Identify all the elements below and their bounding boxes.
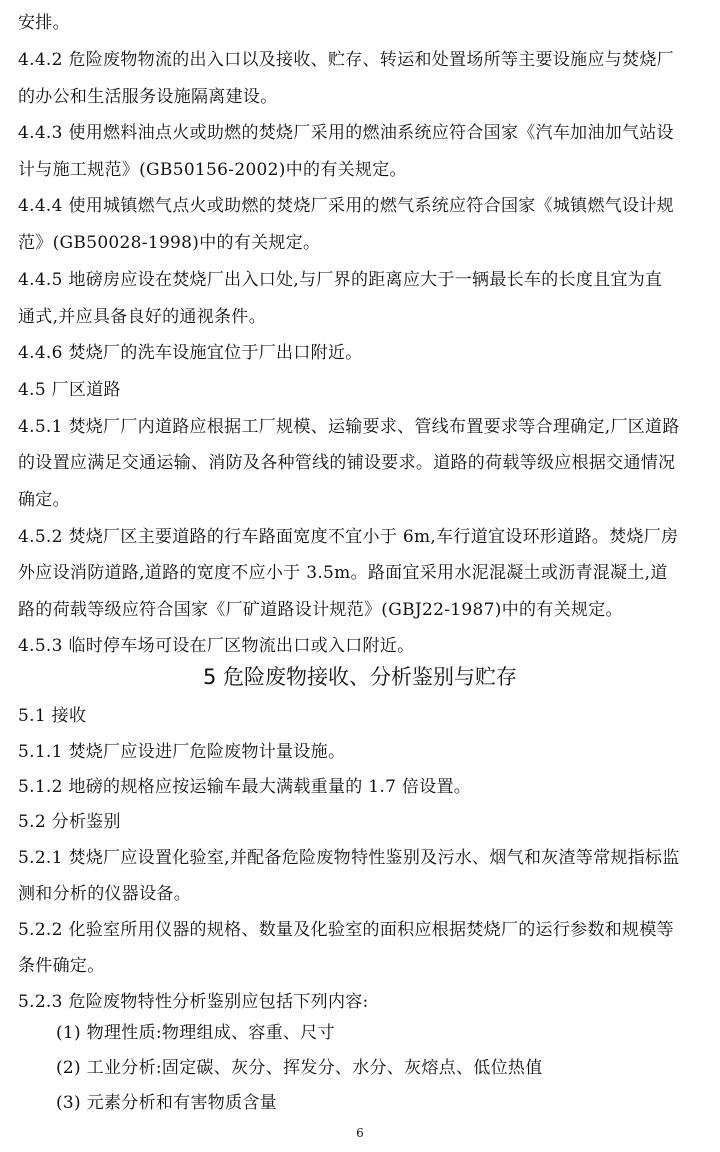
text-line: 的设置应满足交通运输、消防及各种管线的铺设要求。道路的荷载等级应根据交通情况 <box>18 453 676 473</box>
text-line: 路的荷载等级应符合国家《厂矿道路设计规范》(GBJ22-1987)中的有关规定。 <box>18 600 623 620</box>
text-line: 确定。 <box>18 490 70 510</box>
text-line: 安排。 <box>18 13 70 33</box>
text-line: 范》(GB50028-1998)中的有关规定。 <box>18 233 321 253</box>
section-heading-4-5: 4.5 厂区道路 <box>18 380 121 400</box>
text-line: 4.4.3 使用燃料油点火或助燃的焚烧厂采用的燃油系统应符合国家《汽车加油加气站设 <box>18 123 674 143</box>
section-heading-5-2: 5.2 分析鉴别 <box>18 812 121 832</box>
text-line: 4.5.3 临时停车场可设在厂区物流出口或入口附近。 <box>18 636 415 656</box>
page-number: 6 <box>356 1126 364 1140</box>
chapter-heading: 5 危险废物接收、分析鉴别与贮存 <box>202 665 518 689</box>
text-line: 的办公和生活服务设施隔离建设。 <box>18 87 278 107</box>
text-line: 5.1.2 地磅的规格应按运输车最大满载重量的 1.7 倍设置。 <box>18 777 472 797</box>
list-item: (1) 物理性质:物理组成、容重、尺寸 <box>56 1023 335 1043</box>
text-line: 条件确定。 <box>18 956 105 976</box>
text-line: 4.5.2 焚烧厂区主要道路的行车路面宽度不宜小于 6m,车行道宜设环形道路。焚烧厂房 <box>18 527 679 547</box>
text-line: 4.5.1 焚烧厂厂内道路应根据工厂规模、运输要求、管线布置要求等合理确定,厂区道路 <box>18 417 680 437</box>
text-line: 通式,并应具备良好的通视条件。 <box>18 307 266 327</box>
list-item: (3) 元素分析和有害物质含量 <box>56 1093 277 1113</box>
text-line: 5.2.3 危险废物特性分析鉴别应包括下列内容: <box>18 992 369 1012</box>
text-line: 4.4.4 使用城镇燃气点火或助燃的焚烧厂采用的燃气系统应符合国家《城镇燃气设计规 <box>18 196 674 216</box>
text-line: 测和分析的仪器设备。 <box>18 884 191 904</box>
list-item: (2) 工业分析:固定碳、灰分、挥发分、水分、灰熔点、低位热值 <box>56 1058 543 1078</box>
text-line: 计与施工规范》(GB50156-2002)中的有关规定。 <box>18 160 407 180</box>
text-line: 4.4.5 地磅房应设在焚烧厂出入口处,与厂界的距离应大于一辆最长车的长度且宜为直 <box>18 270 663 290</box>
text-line: 外应设消防道路,道路的宽度不应小于 3.5m。路面宜采用水泥混凝土或沥青混凝土,道 <box>18 563 668 583</box>
section-heading-5-1: 5.1 接收 <box>18 706 87 726</box>
text-line: 5.2.2 化验室所用仪器的规格、数量及化验室的面积应根据焚烧厂的运行参数和规模等 <box>18 920 674 940</box>
text-line: 4.4.6 焚烧厂的洗车设施宜位于厂出口附近。 <box>18 343 363 363</box>
text-line: 4.4.2 危险废物物流的出入口以及接收、贮存、转运和处置场所等主要设施应与焚烧厂 <box>18 50 674 70</box>
text-line: 5.2.1 焚烧厂应设置化验室,并配备危险废物特性鉴别及污水、烟气和灰渣等常规指标监 <box>18 848 680 868</box>
text-line: 5.1.1 焚烧厂应设进厂危险废物计量设施。 <box>18 742 346 762</box>
